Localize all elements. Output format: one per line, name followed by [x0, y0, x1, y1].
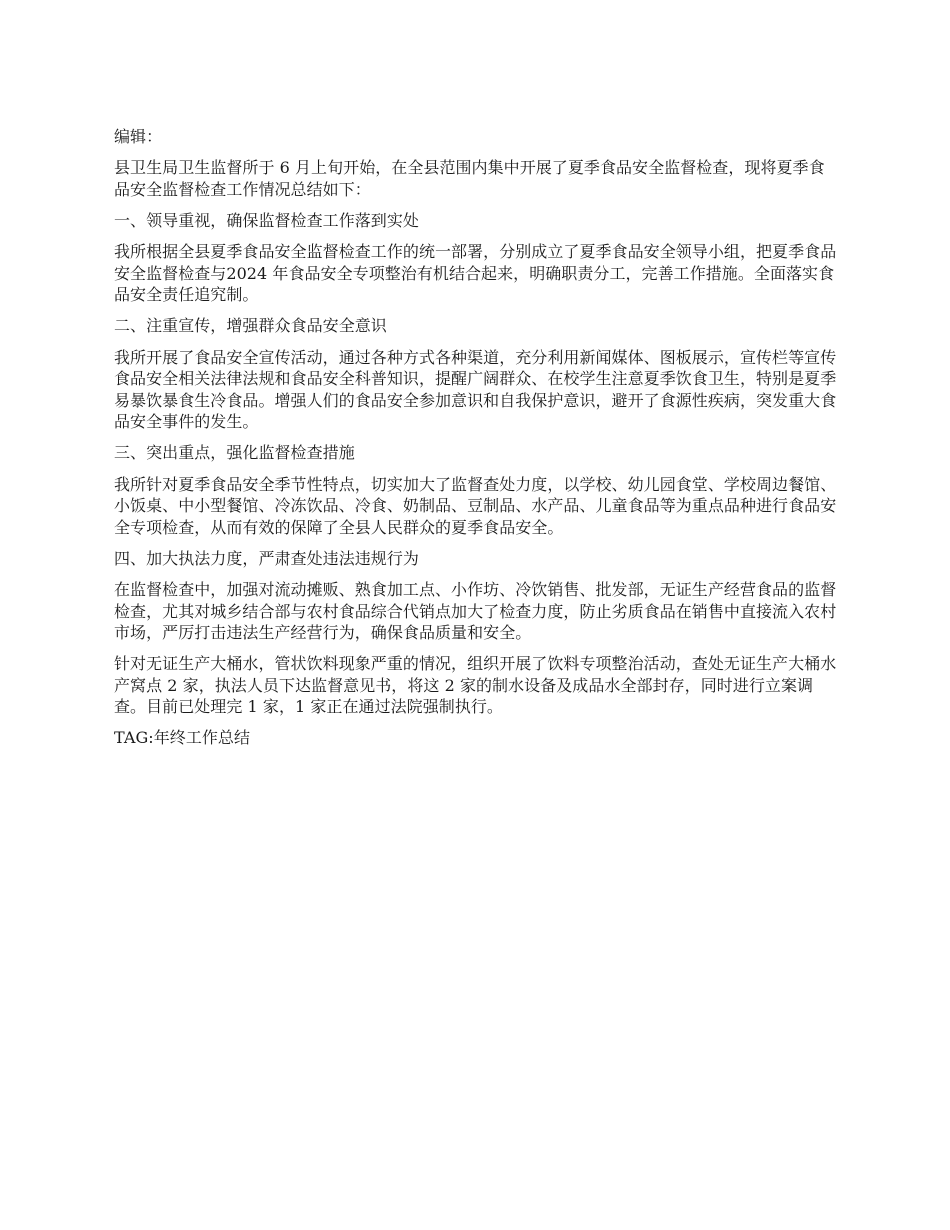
- section-heading-2: 二、注重宣传，增强群众食品安全意识: [114, 316, 387, 335]
- tag-line: TAG:年终工作总结: [114, 728, 251, 747]
- section-heading-1: 一、领导重视，确保监督检查工作落到实处: [114, 210, 419, 230]
- editor-label: 编辑：: [114, 127, 163, 146]
- section-body-3: 我所针对夏季食品安全季节性特点，切实加大了监督查处力度，以学校、幼儿园食堂、学校周边餐馆、小饭桌、中小型餐馆、冷冻饮品、冷食、奶制品、豆制品、水产品、儿童食品等为重点品种进行食品安全专项检查，从而有效的保障了全县人民群众的夏季食品安全。: [114, 474, 837, 537]
- section-body-2: 我所开展了食品安全宣传活动，通过各种方式各种渠道，充分利用新闻媒体、图板展示，宣传栏等宣传食品安全相关法律法规和食品安全科普知识，提醒广阔群众、在校学生注意夏季饮食卫生，特别是夏季易暴饮暴食生冷食品。增强人们的食品安全参加意识和自我保护意识，避开了食源性疾病，突发重大食品安全事件的发生。: [114, 347, 837, 431]
- section-heading-3: 三、突出重点，强化监督检查措施: [114, 443, 355, 462]
- intro-paragraph: 县卫生局卫生监督所于 6 月上旬开始，在全县范围内集中开展了夏季食品安全监督检查，现将夏季食品安全监督检查工作情况总结如下：: [114, 158, 825, 199]
- section-body-4a: 在监督检查中，加强对流动摊贩、熟食加工点、小作坊、冷饮销售、批发部，无证生产经营食品的监督检查，尤其对城乡结合部与农村食品综合代销点加大了检查力度，防止劣质食品在销售中直接流入农村市场，严厉打击违法生产经营行为，确保食品质量和安全。: [114, 580, 837, 642]
- section-body-1: 我所根据全县夏季食品安全监督检查工作的统一部署，分别成立了夏季食品安全领导小组，把夏季食品安全监督检查与2024 年食品安全专项整治有机结合起来，明确职责分工，完善工作措施。全面落实食品安全责任追究制。: [114, 242, 837, 304]
- section-body-4b: 针对无证生产大桶水，管状饮料现象严重的情况，组织开展了饮料专项整治活动，查处无证生产大桶水产窝点 2 家，执法人员下达监督意见书，将这 2 家的制水设备及成品水全部封存，同时进行立案调查。目前已处理完 1 家，1 家正在通过法院强制执行。: [114, 654, 837, 716]
- section-heading-4: 四、加大执法力度，严肃查处违法违规行为: [114, 548, 419, 568]
